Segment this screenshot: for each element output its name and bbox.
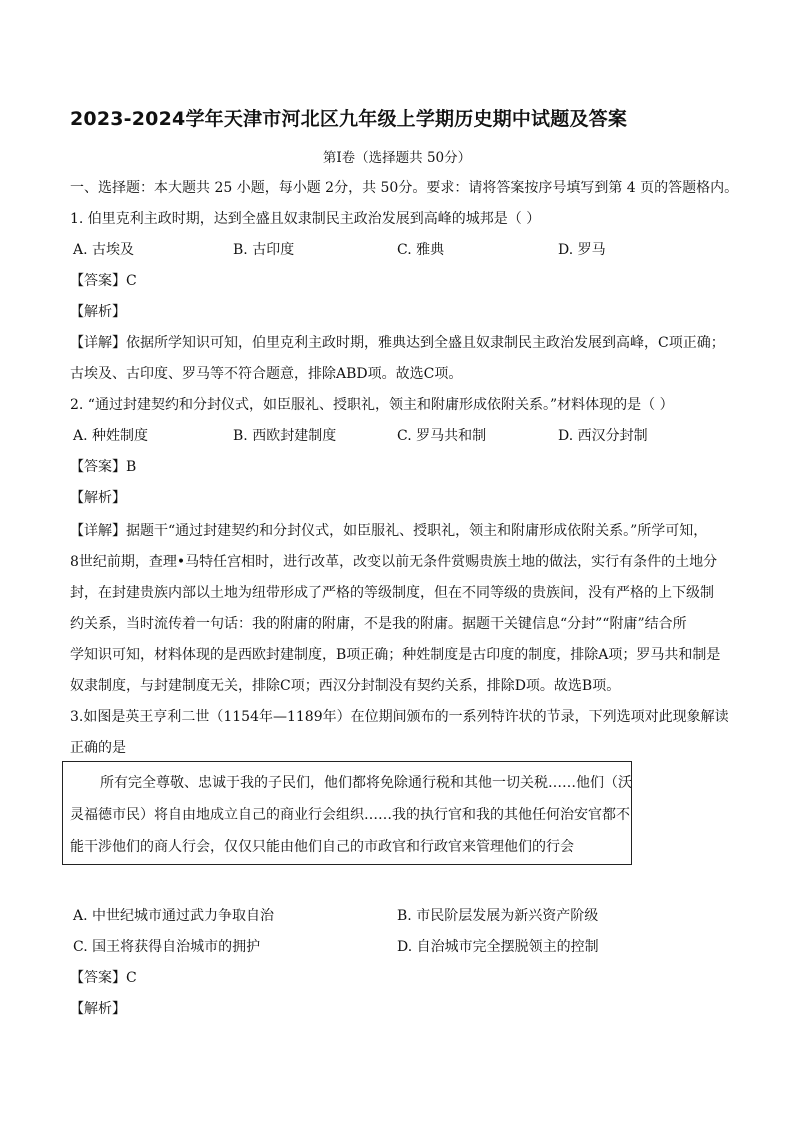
question-1-option-c: C. 雅典 <box>397 242 445 258</box>
source-quote-line: 所有完全尊敬、忠诚于我的子民们，他们都将免除通行税和其他一切关税……他们（沃 <box>100 775 632 791</box>
question-3-option-b: B. 市民阶层发展为新兴资产阶级 <box>397 908 599 924</box>
question-3-stem-line: 正确的是 <box>70 740 126 756</box>
question-3-option-c: C. 国王将获得自治城市的拥护 <box>73 939 261 955</box>
question-2-answer: 【答案】B <box>70 459 137 475</box>
question-1-analysis-label: 【解析】 <box>70 304 126 320</box>
question-3-analysis-label: 【解析】 <box>70 1001 126 1017</box>
question-3-stem-line: 3.如图是英王亨利二世（1154年—1189年）在位期间颁布的一系列特许状的节录，下列选项对此现象解读 <box>70 709 729 725</box>
question-2-option-d: D. 西汉分封制 <box>558 428 648 444</box>
instructions: 一、选择题：本大题共 25 小题，每小题 2分，共 50分。要求：请将答案按序号填写到第 4 页的答题格内。 <box>70 180 739 196</box>
question-3-option-a: A. 中世纪城市通过武力争取自治 <box>73 908 275 924</box>
source-quote-line: 灵福德市民）将自由地成立自己的商业行会组织……我的执行官和我的其他任何治安官都不 <box>70 807 630 823</box>
question-2-detail-line: 8世纪前期，查理•马特任宫相时，进行改革，改变以前无条件赏赐贵族土地的做法，实行有条件的土地分 <box>70 554 718 570</box>
question-2-detail-line: 封，在封建贵族内部以土地为纽带形成了严格的等级制度，但在不同等级的贵族间，没有严格的上下级制 <box>70 585 714 601</box>
question-2-option-c: C. 罗马共和制 <box>397 428 487 444</box>
question-1-option-b: B. 古印度 <box>233 242 295 258</box>
question-2-detail-line: 约关系，当时流传着一句话：我的附庸的附庸，不是我的附庸。据题干关键信息“分封”“附庸”结合所 <box>70 616 687 632</box>
question-1-answer: 【答案】C <box>70 273 137 289</box>
question-2-analysis-label: 【解析】 <box>70 490 126 506</box>
question-1-detail-line: 古埃及、古印度、罗马等不符合题意，排除ABD项。故选C项。 <box>70 366 463 382</box>
question-1-option-a: A. 古埃及 <box>73 242 135 258</box>
source-quote-line: 能干涉他们的商人行会，仅仅只能由他们自己的市政官和行政官来管理他们的行会 <box>70 839 574 855</box>
question-2-option-a: A. 种姓制度 <box>73 428 149 444</box>
question-2-detail-line: 奴隶制度，与封建制度无关，排除C项；西汉分封制没有契约关系，排除D项。故选B项。 <box>70 678 621 694</box>
question-2-stem: 2. “通过封建契约和分封仪式，如臣服礼、授职礼，领主和附庸形成依附关系。”材料体现的是（ ） <box>70 397 674 413</box>
question-1-detail-line: 【详解】依据所学知识可知，伯里克利主政时期，雅典达到全盛且奴隶制民主政治发展到高峰，C项正确； <box>70 335 725 351</box>
question-1-stem: 1. 伯里克利主政时期，达到全盛且奴隶制民主政治发展到高峰的城邦是（ ） <box>70 211 541 227</box>
question-2-detail-line: 【详解】据题干“通过封建契约和分封仪式，如臣服礼、授职礼，领主和附庸形成依附关系。”所学可知， <box>70 523 708 539</box>
question-2-option-b: B. 西欧封建制度 <box>233 428 337 444</box>
question-3-option-d: D. 自治城市完全摆脱领主的控制 <box>397 939 599 955</box>
question-2-detail-line: 学知识可知，材料体现的是西欧封建制度，B项正确；种姓制度是古印度的制度，排除A项；罗马共和制是 <box>70 647 721 663</box>
question-3-answer: 【答案】C <box>70 970 137 986</box>
question-1-option-d: D. 罗马 <box>558 242 606 258</box>
section-subtitle: 第Ⅰ卷（选择题共 50分） <box>322 150 472 166</box>
document-title: 2023-2024学年天津市河北区九年级上学期历史期中试题及答案 <box>70 108 628 130</box>
